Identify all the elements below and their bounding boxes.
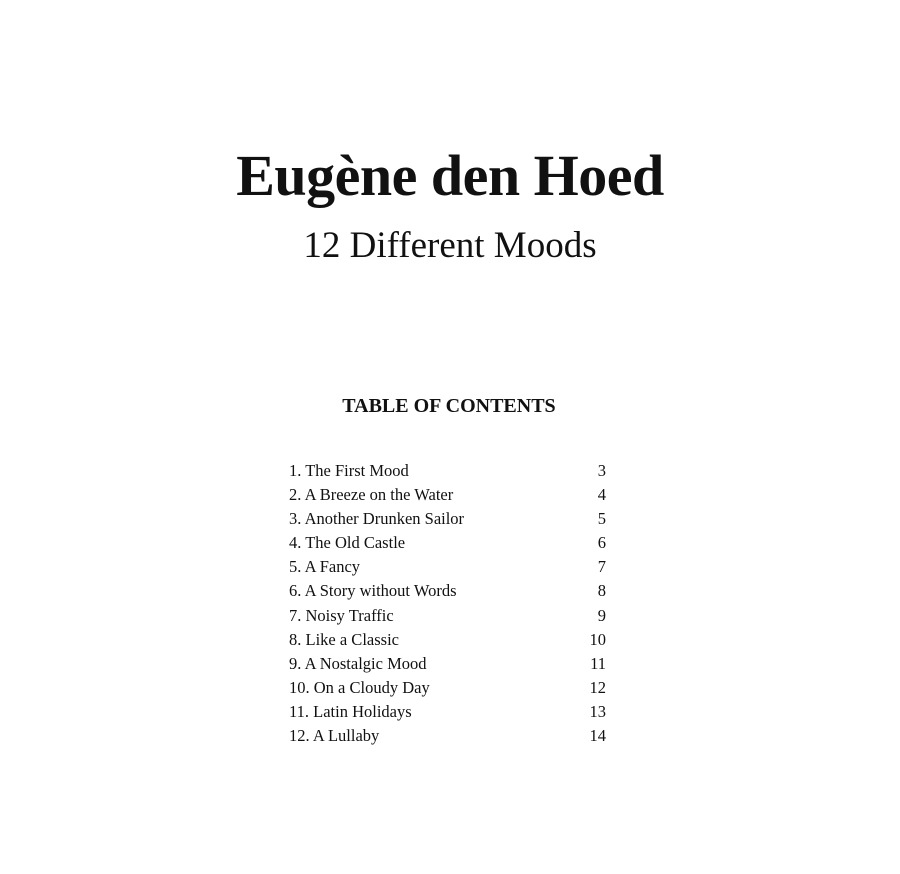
toc-entry-title: 6. A Story without Words — [289, 581, 457, 601]
toc-heading: TABLE OF CONTENTS — [342, 395, 556, 417]
toc-entry — [289, 507, 606, 531]
toc-entry — [289, 531, 606, 555]
toc-entry — [289, 724, 606, 748]
toc-entry-page: 7 — [597, 557, 606, 577]
toc-entry-title: 7. Noisy Traffic — [289, 605, 394, 625]
toc-entry-page: 14 — [589, 726, 606, 746]
toc-entry-title: 1. The First Mood — [289, 461, 409, 480]
toc-entry — [289, 628, 606, 652]
toc-entry-page: 12 — [589, 677, 606, 697]
toc-entry-page: 11 — [590, 653, 606, 673]
toc-entry-page: 8 — [597, 581, 606, 601]
toc-entry — [289, 459, 606, 483]
toc-entry — [289, 700, 606, 724]
toc-list — [289, 459, 606, 748]
toc-entry-page: 9 — [597, 605, 606, 625]
toc-entry — [289, 579, 606, 603]
toc-entry — [289, 555, 606, 579]
toc-entry — [289, 652, 606, 676]
toc-entry-title: 3. Another Drunken Sailor — [289, 509, 465, 529]
toc-entry-title: 11. Latin Holidays — [289, 701, 412, 721]
toc-entry-page: 13 — [589, 701, 606, 721]
toc-entry-page: 5 — [597, 509, 606, 529]
toc-entry-page: 4 — [597, 485, 606, 505]
toc-entry-title: 9. A Nostalgic Mood — [289, 653, 427, 673]
toc-entry-title: 5. A Fancy — [289, 557, 361, 577]
toc-entry-title: 4. The Old Castle — [289, 533, 406, 553]
toc-entry-page: 10 — [589, 629, 606, 649]
work-title: 12 Different Moods — [303, 225, 597, 266]
toc-entry-title: 10. On a Cloudy Day — [289, 677, 430, 697]
toc-entry — [289, 483, 606, 507]
toc-entry-title: 12. A Lullaby — [289, 726, 380, 746]
toc-entry — [289, 676, 606, 700]
toc-entry-title: 2. A Breeze on the Water — [289, 485, 454, 505]
toc-entry — [289, 604, 606, 628]
composer-name: Eugène den Hoed — [236, 143, 664, 208]
toc-entry-title: 8. Like a Classic — [289, 629, 399, 649]
toc-entry-page: 6 — [597, 533, 606, 553]
toc-entry-page: 3 — [597, 461, 606, 480]
